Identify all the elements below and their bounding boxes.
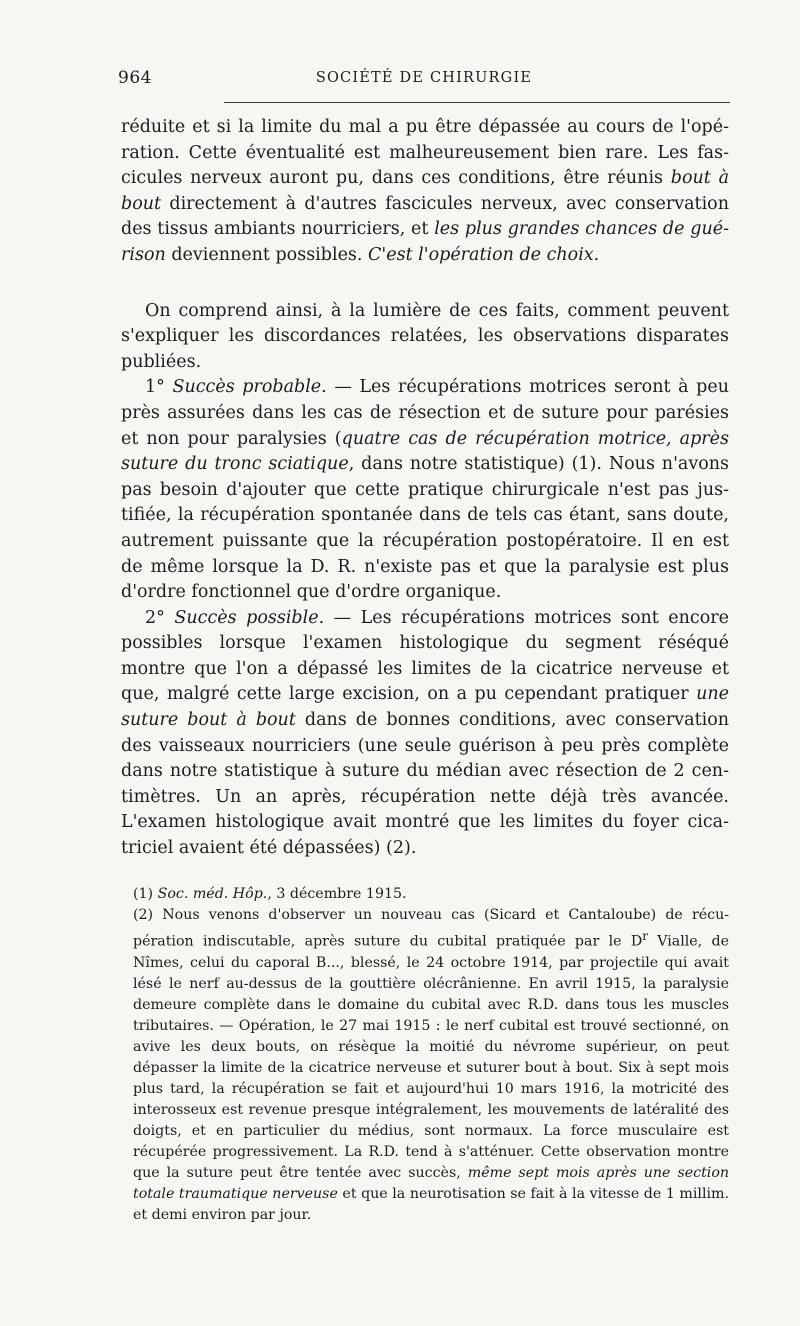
paragraph-discordances: On comprend ainsi, à la lumière de ces faits, comment peuvent s'expliquer les discordances relatées, les observations disparates publiées. <box>121 300 729 372</box>
paragraph-succes-probable: 1° Succès probable. — Les récupérations motrices seront à peu près assurées dans les cas de résection et de suture pour parésies et non pour paralysies (quatre cas de récupération motrice, après suture du tronc sciatique, dans notre statistique) (1). Nous n'avons pas besoin d'ajouter que cette pratique chirurgicale n'est pas jus-tifiée, la récupération spontanée dans de tels cas étant, sans doute, autrement puissante que la récupération postopératoire. Il en est de même lorsque la D. R. n'existe pas et que la paralysie est plus d'ordre fonctionnel que d'ordre organique. <box>121 377 729 603</box>
paragraph-succes-possible: 2° Succès possible. — Les récupérations motrices sont encore possibles lorsque l'examen histologique du segment réséqué montre que l'on a dépassé les limites de la cicatrice nerveuse et que, malgré cette large excision, on a pu cependant pratiquer une suture bout à bout dans de bonnes conditions, avec conservation des vaisseaux nourriciers (une seule guérison à peu près complète dans notre statistique à suture du médian avec résection de 2 cen-timètres. Un an après, récupération nette déjà très avancée. L'examen histologique avait montré que les limites du foyer cica-triciel avaient été dépassées) (2). <box>121 607 730 859</box>
item-number: 2° <box>145 607 165 628</box>
paragraph-continuation: réduite et si la limite du mal a pu être dépassée au cours de l'opé-ration. Cette éventualité est malheureusement bien rare. Les fas-cicules nerveux auront pu, dans ces conditions, être réunis bout à bout directement à d'autres fascicules nerveux, avec conservation des tissus ambiants nourriciers, et les plus grandes chances de gué-rison deviennent possibles. C'est l'opération de choix. <box>121 117 729 265</box>
main-text <box>121 115 729 862</box>
running-title: SOCIÉTÉ DE CHIRURGIE <box>315 70 533 86</box>
header-rule <box>224 102 730 103</box>
footnote-1: (1) Soc. méd. Hôp., 3 décembre 1915. <box>133 886 407 902</box>
item-number: 1° <box>145 377 165 398</box>
footnote-2: (2) Nous venons d'observer un nouveau cas (Sicard et Cantaloube) de récu-pération indiscutable, après suture du cubital pratiquée par le $D^r$ Vialle, de Nîmes, celui du caporal B..., blessé, le 24 octobre 1914, par projectile qui avait lésé le nerf au-dessus de la gouttière olécrânienne. En avril 1915, la paralysie demeure complète dans le domaine du cubital avec R.D. dans tous les muscles tributaires. — Opération, le 27 mai 1915 : le nerf cubital est trouvé sectionné, on avive les deux bouts, on résèque la moitié du névrome supérieur, on peut dépasser la limite de la cicatrice nerveuse et suturer bout à bout. Six à sept mois plus tard, la récupération se fait et aujourd'hui 10 mars 1916, la motricité des interosseux est revenue presque intégralement, les mouvements de latéralité des doigts, et en particulier du médius, sont normaux. La force musculaire est récupérée progressivement. La R.D. tend à s'atténuer. Cette observation montre que la suture peut être tentée avec succès, même sept mois après une section totale traumatique nerveuse et que la neurotisation se fait à la vitesse de 1 millim. et demi environ par jour. <box>133 907 729 1223</box>
page-number: 964 <box>118 68 152 88</box>
section-title: Succès probable. <box>172 377 327 398</box>
footnotes <box>133 884 729 1226</box>
page-header <box>118 68 730 92</box>
section-title: Succès possible. <box>174 607 325 628</box>
